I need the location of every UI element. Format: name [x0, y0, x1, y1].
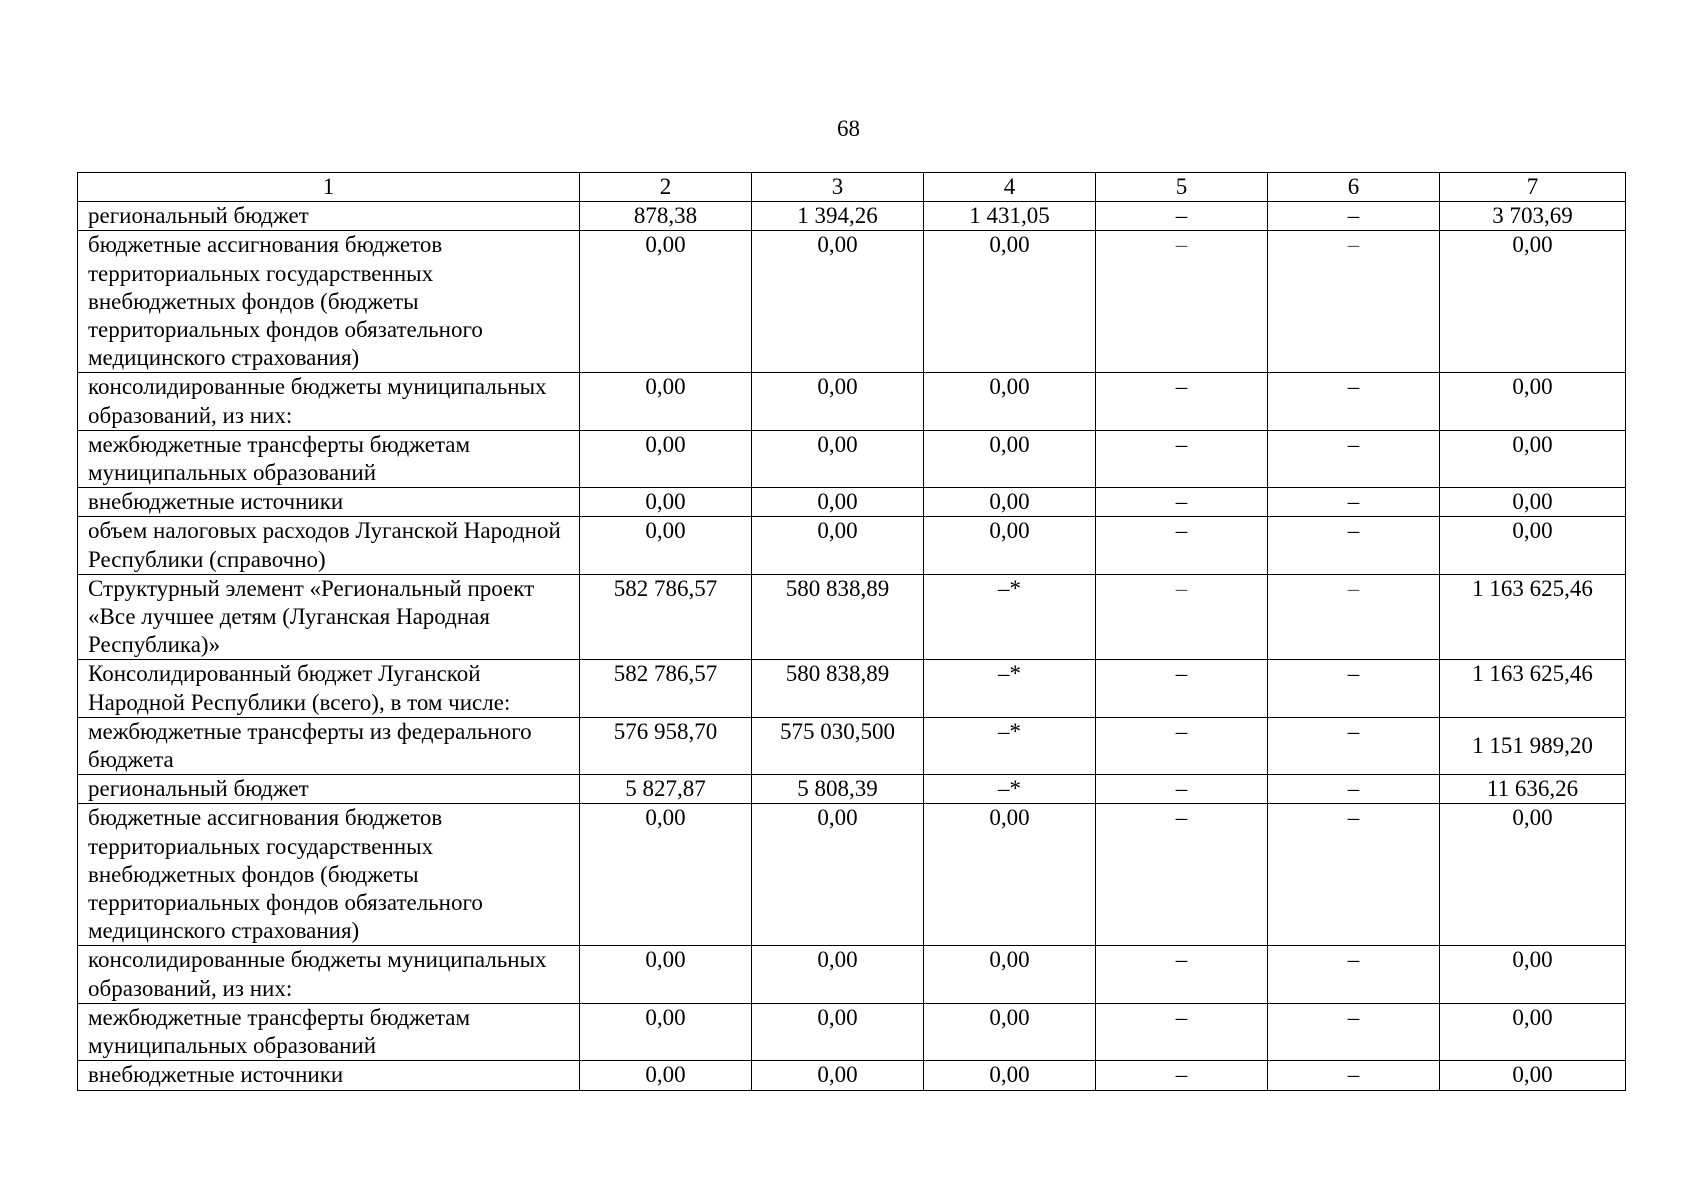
- row-label: Консолидированный бюджет Луганской Народной Республики (всего), в том числе:: [78, 660, 580, 717]
- value-cell: 0,00: [580, 804, 752, 946]
- table-row: [78, 1003, 1626, 1060]
- value-cell: 0,00: [924, 231, 1096, 373]
- value-cell: 580 838,89: [752, 574, 924, 660]
- value-cell: –: [1096, 231, 1268, 373]
- value-cell: 0,00: [752, 517, 924, 574]
- value-cell: 1 163 625,46: [1440, 574, 1626, 660]
- table-row: [78, 775, 1626, 804]
- value-cell: 11 636,26: [1440, 775, 1626, 804]
- row-label: бюджетные ассигнования бюджетов территориальных государственных внебюджетных фондов (бюджеты территориальных фондов обязательного медицинского страхования): [78, 231, 580, 373]
- value-cell: 0,00: [1440, 1003, 1626, 1060]
- value-cell: –: [1096, 430, 1268, 487]
- value-cell: 0,00: [1440, 517, 1626, 574]
- value-cell: 0,00: [580, 1061, 752, 1090]
- value-cell: 0,00: [752, 804, 924, 946]
- value-cell: –: [1268, 660, 1440, 717]
- value-cell: 0,00: [1440, 804, 1626, 946]
- value-cell: 5 827,87: [580, 775, 752, 804]
- row-label: межбюджетные трансферты бюджетам муниципальных образований: [78, 1003, 580, 1060]
- table-row: [78, 202, 1626, 231]
- value-cell: 0,00: [752, 1003, 924, 1060]
- value-cell: 0,00: [924, 1061, 1096, 1090]
- row-label: консолидированные бюджеты муниципальных образований, из них:: [78, 373, 580, 430]
- table-row: [78, 574, 1626, 660]
- column-header: 7: [1440, 173, 1626, 202]
- value-cell: 0,00: [752, 488, 924, 517]
- column-header: 1: [78, 173, 580, 202]
- page-number: 68: [837, 116, 860, 141]
- column-header: 6: [1268, 173, 1440, 202]
- table-row: [78, 231, 1626, 373]
- value-cell: –: [1096, 488, 1268, 517]
- column-header: 4: [924, 173, 1096, 202]
- row-label: Структурный элемент «Региональный проект «Все лучшее детям (Луганская Народная Республика)»: [78, 574, 580, 660]
- value-cell: 0,00: [580, 231, 752, 373]
- value-cell: 0,00: [1440, 488, 1626, 517]
- value-cell: 0,00: [580, 517, 752, 574]
- value-cell: –: [1096, 373, 1268, 430]
- table-row: [78, 660, 1626, 717]
- table-header-row: [78, 173, 1626, 202]
- value-cell: –: [1096, 717, 1268, 774]
- value-cell: 580 838,89: [752, 660, 924, 717]
- value-cell: –: [1268, 1061, 1440, 1090]
- row-label: консолидированные бюджеты муниципальных образований, из них:: [78, 946, 580, 1003]
- table-row: [78, 488, 1626, 517]
- value-cell: 0,00: [1440, 1061, 1626, 1090]
- value-cell: 0,00: [752, 231, 924, 373]
- column-header: 2: [580, 173, 752, 202]
- column-header: 5: [1096, 173, 1268, 202]
- value-cell: –: [1268, 1003, 1440, 1060]
- value-cell: –: [1096, 202, 1268, 231]
- table-row: [78, 946, 1626, 1003]
- value-cell: –*: [924, 775, 1096, 804]
- value-cell: 0,00: [580, 373, 752, 430]
- value-cell: 575 030,500: [752, 717, 924, 774]
- value-cell: –*: [924, 660, 1096, 717]
- value-cell: –: [1096, 517, 1268, 574]
- value-cell: 0,00: [752, 946, 924, 1003]
- value-cell: 0,00: [752, 373, 924, 430]
- value-cell: –*: [924, 717, 1096, 774]
- row-label: межбюджетные трансферты бюджетам муниципальных образований: [78, 430, 580, 487]
- value-cell: 878,38: [580, 202, 752, 231]
- value-cell: 0,00: [924, 430, 1096, 487]
- value-cell: 0,00: [1440, 231, 1626, 373]
- value-cell: –: [1096, 660, 1268, 717]
- value-cell: –: [1268, 574, 1440, 660]
- value-cell: –: [1268, 430, 1440, 487]
- table-row: [78, 430, 1626, 487]
- value-cell: –: [1096, 1003, 1268, 1060]
- row-label: межбюджетные трансферты из федерального бюджета: [78, 717, 580, 774]
- value-cell: 3 703,69: [1440, 202, 1626, 231]
- row-label: региональный бюджет: [78, 775, 580, 804]
- value-cell: –: [1268, 488, 1440, 517]
- value-cell: 0,00: [924, 946, 1096, 1003]
- row-label: бюджетные ассигнования бюджетов территориальных государственных внебюджетных фондов (бюджеты территориальных фондов обязательного медицинского страхования): [78, 804, 580, 946]
- value-cell: –: [1268, 517, 1440, 574]
- budget-table: [77, 172, 1626, 1091]
- value-cell: 0,00: [580, 1003, 752, 1060]
- value-cell: –: [1096, 775, 1268, 804]
- row-label: внебюджетные источники: [78, 1061, 580, 1090]
- value-cell: 576 958,70: [580, 717, 752, 774]
- value-cell: 0,00: [924, 1003, 1096, 1060]
- value-cell: –: [1268, 231, 1440, 373]
- table-row: [78, 1061, 1626, 1090]
- value-cell: –: [1096, 946, 1268, 1003]
- value-cell: –: [1096, 574, 1268, 660]
- value-cell: –*: [924, 574, 1096, 660]
- row-label: объем налоговых расходов Луганской Народной Республики (справочно): [78, 517, 580, 574]
- value-cell: –: [1268, 946, 1440, 1003]
- value-cell: 0,00: [580, 488, 752, 517]
- value-cell: 1 431,05: [924, 202, 1096, 231]
- value-cell: 1 163 625,46: [1440, 660, 1626, 717]
- value-cell: 582 786,57: [580, 660, 752, 717]
- value-cell: 0,00: [752, 1061, 924, 1090]
- value-cell: 0,00: [1440, 373, 1626, 430]
- value-cell: 1 394,26: [752, 202, 924, 231]
- value-cell: 0,00: [924, 488, 1096, 517]
- value-cell: 0,00: [924, 517, 1096, 574]
- value-cell: 0,00: [1440, 430, 1626, 487]
- value-cell: 1 151 989,20: [1440, 717, 1626, 774]
- value-cell: 582 786,57: [580, 574, 752, 660]
- table-row: [78, 804, 1626, 946]
- table-row: [78, 717, 1626, 774]
- table-row: [78, 517, 1626, 574]
- value-cell: 0,00: [924, 373, 1096, 430]
- value-cell: 0,00: [580, 946, 752, 1003]
- value-cell: –: [1096, 1061, 1268, 1090]
- value-cell: –: [1268, 775, 1440, 804]
- row-label: региональный бюджет: [78, 202, 580, 231]
- value-cell: 0,00: [1440, 946, 1626, 1003]
- value-cell: –: [1268, 804, 1440, 946]
- value-cell: 0,00: [580, 430, 752, 487]
- value-cell: –: [1268, 717, 1440, 774]
- column-header: 3: [752, 173, 924, 202]
- value-cell: 0,00: [752, 430, 924, 487]
- table-row: [78, 373, 1626, 430]
- value-cell: –: [1268, 202, 1440, 231]
- value-cell: 5 808,39: [752, 775, 924, 804]
- value-cell: –: [1096, 804, 1268, 946]
- value-cell: –: [1268, 373, 1440, 430]
- row-label: внебюджетные источники: [78, 488, 580, 517]
- value-cell: 0,00: [924, 804, 1096, 946]
